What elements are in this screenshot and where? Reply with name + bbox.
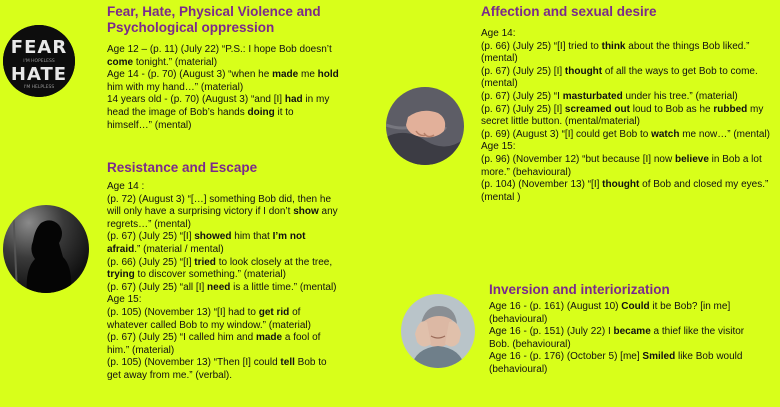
entry-text: in Bob a lot more.” (behavioural) (481, 153, 762, 178)
section-title-fear-hate: Fear, Hate, Physical Violence and Psychological oppression (107, 4, 321, 35)
entry-text: a thief like the visitor Bob. (behavioural) (489, 326, 745, 350)
emphasized-verb: became (613, 326, 651, 338)
entry-line (489, 326, 749, 351)
entry-text: of whatever called Bob to my window.” (material) (107, 306, 311, 331)
entry-text: (p. 105) (November 13) “[I] had to (107, 306, 259, 318)
entry-text: Age 14 : (107, 181, 145, 192)
entry-text: Age 16 - (p. 151) (July 22) I (489, 326, 614, 338)
entry-text: about the things Bob liked.” (mental) (481, 40, 750, 65)
emphasized-verb: Could (621, 301, 650, 312)
sitting-silhouette-image (3, 205, 89, 293)
entry-line (107, 231, 339, 256)
emphasized-verb: trying (107, 269, 135, 281)
entry-text: any regrets…” (mental) (107, 206, 338, 230)
emphasized-verb: screamed out (564, 103, 630, 115)
entry-line (481, 129, 777, 142)
entry-text: (p. 96) (November 12) “but because [I] now (481, 153, 675, 165)
emphasized-verb: hold (317, 69, 339, 81)
emphasized-verb: think (601, 40, 626, 52)
entry-text: loud to Bob as he (629, 103, 714, 115)
section-title-affection: Affection and sexual desire (481, 4, 657, 19)
entry-line (107, 94, 339, 132)
entry-line (481, 104, 777, 129)
entry-line (107, 181, 339, 194)
emphasized-verb: Smiled (642, 351, 676, 363)
entry-text: Age 16 - (p. 161) (August 10) (489, 301, 622, 312)
emphasized-verb: made (272, 69, 299, 81)
entry-text: (p. 67) (July 25) “I called him and (107, 332, 256, 344)
emphasized-verb: showed (194, 231, 232, 243)
entry-line (481, 179, 777, 204)
emphasized-verb: doing (247, 106, 275, 118)
entry-text: Age 15: (107, 294, 142, 306)
entry-text: (p. 104) (November 13) “[I] (481, 179, 603, 191)
entry-line (107, 332, 339, 357)
emphasized-verb: believe (674, 153, 709, 165)
section-body-resistance (107, 181, 339, 383)
entry-text: him that (231, 231, 273, 243)
entry-text: (p. 67) (July 25) “I (481, 90, 563, 102)
entry-text: it be Bob? [in me] (behavioural) (489, 301, 731, 325)
entry-text: Age 16 - (p. 176) (October 5) [me] (489, 351, 643, 363)
emphasized-verb: watch (651, 128, 680, 140)
entry-text: me (298, 69, 318, 81)
entry-text: (p. 67) (July 25) “all [I] (107, 281, 208, 293)
emphasized-verb: I’m not afraid (107, 231, 306, 255)
emphasized-verb: thought (564, 65, 603, 77)
entry-text: (p. 67) (July 25) “[I] (107, 231, 195, 243)
entry-text: (p. 66) (July 25) “[I] tried to (481, 40, 602, 52)
entry-text: is a little time.” (mental) (230, 281, 337, 293)
entry-line (107, 294, 339, 307)
entry-line (107, 357, 339, 382)
entry-text: .” (material / mental) (134, 243, 224, 255)
entry-text: (p. 105) (November 13) “Then [I] could (107, 357, 281, 369)
entry-text: of all the ways to get Bob to come. (mental) (481, 65, 758, 90)
entry-text: 14 years old - (p. 70) (August 3) “and [I] (107, 94, 285, 106)
distressed-person-image (401, 294, 475, 368)
emphasized-verb: had (284, 94, 303, 106)
entry-text: (p. 67) (July 25) [I] (481, 103, 565, 115)
emphasized-verb: tell (280, 357, 295, 369)
entry-line (481, 141, 777, 154)
section-body-fear-hate (107, 44, 339, 132)
entry-text: Age 12 – (p. 11) (July 22) “P.S.: I hope Bob doesn’t (107, 44, 332, 55)
entry-text: it to himself…” (mental) (107, 106, 294, 131)
entry-line (489, 351, 749, 376)
entry-line (107, 257, 339, 282)
entry-text: (p. 72) (August 3) “[…] something Bob did, then he will only have a surprising victory if I don’t (107, 193, 332, 218)
emphasized-verb: made (255, 332, 283, 344)
entry-line (107, 69, 339, 94)
entry-text: him with my hand…” (material) (107, 81, 244, 93)
entry-text: me now…” (mental) (679, 128, 771, 140)
poster-small-bottom: I'M HELPLESS (23, 85, 55, 90)
entry-text: Age 14 - (p. 70) (August 3) “when he (107, 69, 273, 81)
entry-text: of Bob and closed my eyes.” (mental ) (481, 179, 769, 203)
fear-hate-poster-image (3, 25, 75, 97)
section-body-affection (481, 28, 777, 204)
poster-word-top: FEAR (10, 37, 68, 58)
section-body-inversion (489, 301, 749, 377)
entry-line (107, 44, 339, 69)
entry-text: (p. 67) (July 25) [I] (481, 65, 565, 77)
entry-text: my secret little button. (mental/material) (481, 103, 764, 128)
poster-small-top: I'M HOPELESS (23, 59, 55, 64)
poster-word-bottom: HATE (10, 64, 68, 85)
emphasized-verb: need (207, 281, 231, 293)
entry-text: Bob to get away from me.” (verbal). (107, 357, 327, 381)
entry-line (481, 28, 777, 41)
emphasized-verb: get rid (258, 306, 290, 318)
entry-line (481, 91, 777, 104)
emphasized-verb: thought (602, 179, 640, 191)
section-title-inversion: Inversion and interiorization (489, 282, 670, 297)
entry-text: tonight.” (material) (133, 56, 218, 68)
entry-line (107, 194, 339, 232)
entry-text: in my head the image of Bob’s hands (107, 94, 330, 118)
emphasized-verb: masturbated (562, 90, 623, 102)
emphasized-verb: tried (194, 256, 216, 268)
entry-text: to discover something.” (material) (134, 269, 286, 281)
entry-line (107, 282, 339, 295)
section-title-resistance: Resistance and Escape (107, 160, 258, 175)
emphasized-verb: rubbed (713, 103, 748, 115)
entry-line (489, 301, 749, 326)
entry-line (481, 154, 777, 179)
hand-gripping-sheet-image (386, 87, 464, 165)
entry-text: (p. 69) (August 3) “[I] could get Bob to (481, 128, 652, 140)
entry-text: a fool of him.” (material) (107, 332, 321, 356)
entry-line (107, 307, 339, 332)
entry-text: Age 14: (481, 28, 516, 39)
entry-text: to look closely at the tree, (215, 256, 333, 268)
entry-line (481, 41, 777, 66)
entry-text: like Bob would (behavioural) (489, 351, 743, 375)
emphasized-verb: show (293, 206, 319, 218)
entry-text: under his tree.” (material) (622, 90, 738, 102)
emphasized-verb: come (107, 56, 134, 68)
entry-line (481, 66, 777, 91)
entry-text: Age 15: (481, 141, 516, 153)
entry-text: (p. 66) (July 25) “[I] (107, 256, 195, 268)
